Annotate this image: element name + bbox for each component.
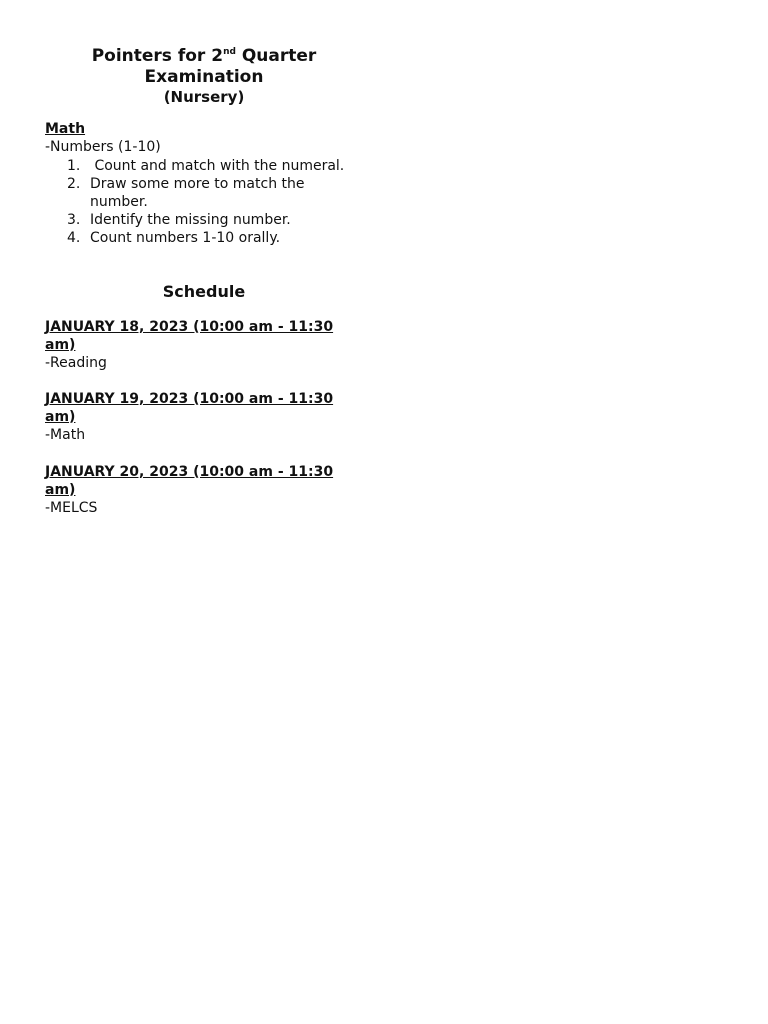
schedule-subject: -Math (45, 427, 86, 443)
schedule-date: JANUARY 20, 2023 (10:00 am - 11:30 am) (45, 464, 334, 498)
list-item-number: 3. (67, 212, 81, 228)
title-prefix: Pointers for 2 (91, 46, 224, 66)
math-pointer-list (45, 157, 363, 247)
schedule-subject: -MELCS (45, 500, 98, 516)
schedule-date: JANUARY 19, 2023 (10:00 am - 11:30 am) (45, 391, 334, 425)
page-subtitle: (Nursery) (163, 88, 245, 106)
list-item-number: 2. (67, 176, 81, 192)
math-heading: Math (45, 121, 86, 137)
list-item-text: Count and match with the numeral. (90, 158, 345, 174)
list-item-number: 4. (67, 230, 81, 246)
list-item (45, 175, 363, 211)
list-item-text: Draw some more to match the number. (90, 176, 305, 210)
page-title (45, 46, 363, 88)
schedule-date: JANUARY 18, 2023 (10:00 am - 11:30 am) (45, 319, 334, 353)
schedule-subject: -Reading (45, 355, 107, 371)
title-superscript: nd (223, 47, 236, 57)
schedule-heading: Schedule (162, 282, 246, 301)
list-item (45, 157, 363, 175)
math-topic: -Numbers (1-10) (45, 139, 161, 155)
list-item-number: 1. (67, 158, 81, 174)
list-item (45, 229, 363, 247)
list-item (45, 211, 363, 229)
list-item-text: Identify the missing number. (90, 212, 291, 228)
title-suffix: Quarter Examination (144, 46, 317, 87)
list-item-text: Count numbers 1-10 orally. (90, 230, 281, 246)
